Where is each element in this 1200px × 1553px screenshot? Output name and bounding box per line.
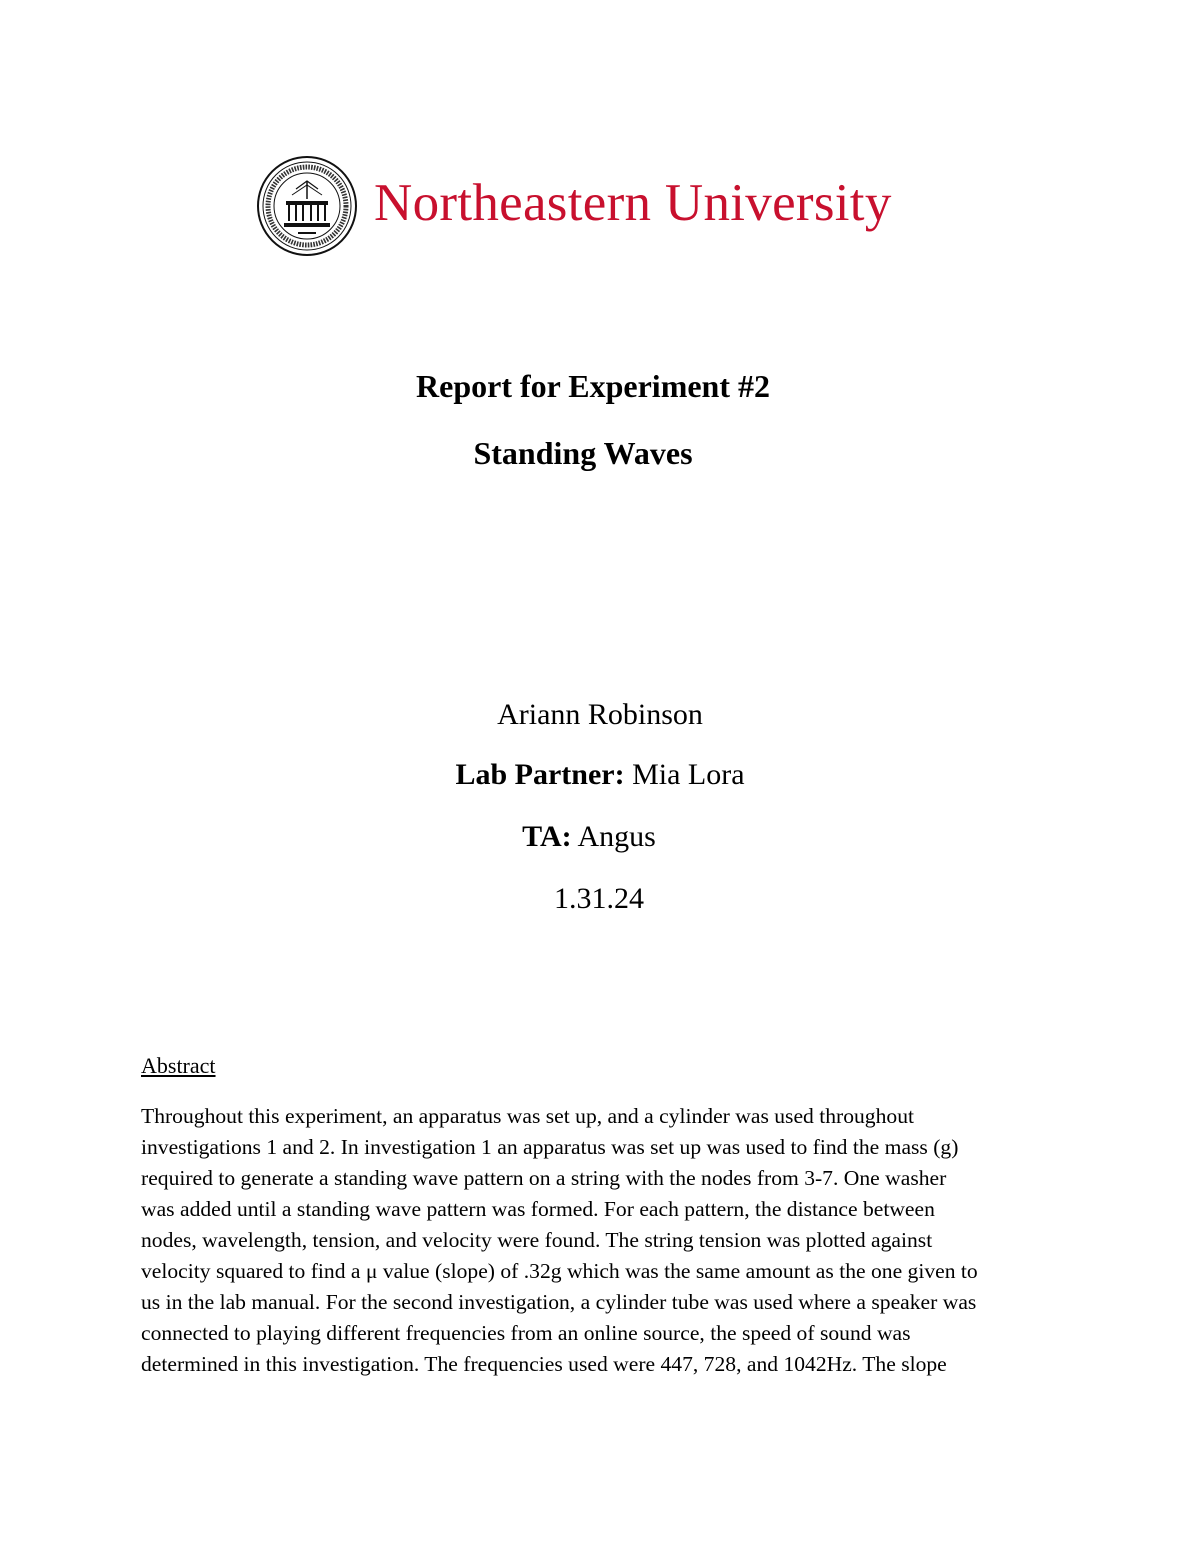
author-name: Ariann Robinson — [497, 698, 703, 731]
university-wordmark: Northeastern University — [374, 174, 892, 232]
abstract-line: Throughout this experiment, an apparatus was set up, and a cylinder was used throughout — [141, 1104, 914, 1128]
lab-partner-name: Mia Lora — [632, 758, 745, 791]
ta-line — [0, 818, 1189, 856]
report-title: Report for Experiment #2 — [416, 368, 770, 404]
abstract-heading: Abstract — [141, 1053, 216, 1078]
abstract-line: determined in this investigation. The frequencies used were 447, 728, and 1042Hz. The slope — [141, 1352, 947, 1376]
abstract-line: us in the lab manual. For the second investigation, a cylinder tube was used where a speaker was — [141, 1290, 977, 1314]
university-seal-icon — [256, 155, 358, 257]
abstract-line: required to generate a standing wave pattern on a string with the nodes from 3-7. One washer — [141, 1166, 947, 1190]
ta-name: Angus — [577, 820, 656, 853]
abstract-body — [141, 1101, 1081, 1380]
report-date: 1.31.24 — [554, 882, 644, 915]
abstract-line: velocity squared to find a μ value (slope) of .32g which was the same amount as the one given to — [141, 1259, 978, 1283]
abstract-line: nodes, wavelength, tension, and velocity were found. The string tension was plotted against — [141, 1228, 933, 1252]
abstract-line: was added until a standing wave pattern was formed. For each pattern, the distance between — [141, 1197, 935, 1221]
abstract-line: investigations 1 and 2. In investigation 1 an apparatus was set up was used to find the mass (g) — [141, 1135, 959, 1159]
report-subtitle: Standing Waves — [473, 435, 693, 471]
abstract-line: connected to playing different frequencies from an online source, the speed of sound was — [141, 1321, 911, 1345]
ta-label: TA: — [522, 820, 572, 853]
lab-partner-line — [0, 756, 1200, 794]
lab-partner-label: Lab Partner: — [455, 758, 625, 791]
university-logo — [256, 155, 946, 257]
